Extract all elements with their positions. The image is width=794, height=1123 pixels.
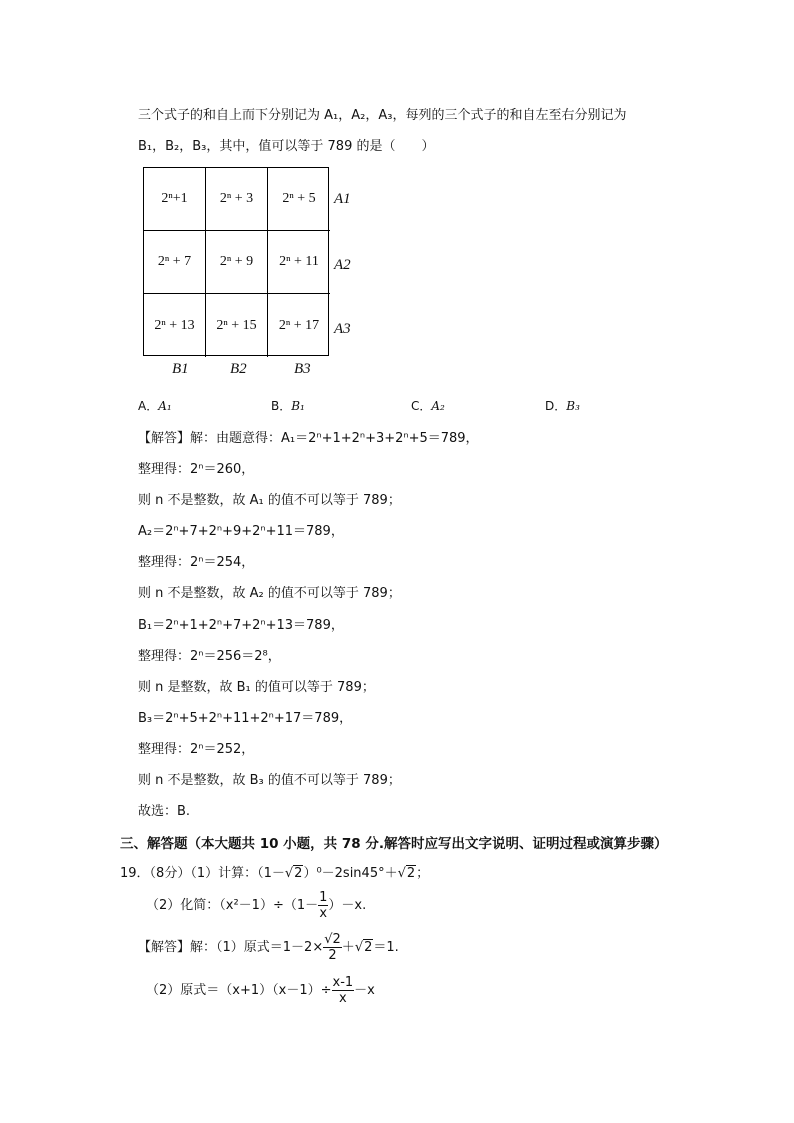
- solution-line-5: 整理得：2ⁿ＝254，: [138, 555, 255, 570]
- col-label-b2: B2: [230, 361, 247, 377]
- solution-line-1: 【解答】解：由题意得：A₁＝2ⁿ+1+2ⁿ+3+2ⁿ+5＝789，: [138, 431, 479, 446]
- option-b-value: B₁: [291, 399, 305, 413]
- section-heading: 三、解答题（本大题共 10 小题，共 78 分.解答时应写出文字说明、证明过程或演算步骤）: [120, 836, 668, 852]
- solution-line-11: 整理得：2ⁿ＝252，: [138, 742, 255, 757]
- sqrt-sign: √2: [284, 866, 303, 881]
- q19-part1: 19．（8分）（1）计算：（1－√2）⁰－2sin45°＋√2；: [120, 866, 430, 881]
- grid-cell-r2c2: 2ⁿ + 9: [206, 231, 268, 294]
- row-label-a2: A2: [334, 257, 351, 273]
- option-a-value: A₁: [158, 399, 172, 413]
- grid-cell-r1c1: 2ⁿ+1: [144, 168, 206, 231]
- option-c: [411, 397, 445, 414]
- question-intro-line1: 三个式子的和自上而下分别记为 A₁，A₂，A₃，每列的三个式子的和自左至右分别记为: [138, 108, 627, 123]
- q19-answer1: 【解答】解：（1）原式＝1－2× $\frac{√2}{2}$ ＋√2＝1.: [138, 932, 399, 963]
- solution-header: 【解答】: [138, 431, 191, 446]
- option-c-letter: C．: [411, 399, 432, 413]
- option-d-value: B₃: [566, 399, 580, 413]
- solution-line-2: 整理得：2ⁿ＝260，: [138, 462, 255, 477]
- solution-line-7: B₁＝2ⁿ+1+2ⁿ+7+2ⁿ+13＝789，: [138, 618, 344, 633]
- q19-part2: （2）化简：（x²－1）÷（1－ $\frac{1}{x}$ ）－x.: [146, 890, 367, 921]
- option-b-letter: B．: [271, 399, 292, 413]
- sqrt-sign: √2: [354, 940, 373, 955]
- expression-grid: [143, 167, 329, 356]
- solution-line-6: 则 n 不是整数，故 A₂ 的值不可以等于 789；: [138, 586, 401, 601]
- option-d: [545, 397, 580, 414]
- question-intro-line2: B₁，B₂，B₃，其中，值可以等于 789 的是（ ）: [138, 139, 435, 154]
- q19-answer2: （2）原式＝（x+1）（x－1）÷ $\frac{x-1}{x}$ －x: [146, 975, 375, 1006]
- col-label-b1: B1: [172, 361, 189, 377]
- grid-cell-r3c3: 2ⁿ + 17: [278, 317, 320, 333]
- col-label-b3: B3: [294, 361, 311, 377]
- option-b: [271, 397, 305, 414]
- grid-cell-r2c3: 2ⁿ + 11: [268, 231, 330, 294]
- row-label-a3: A3: [334, 321, 351, 337]
- fraction: $\frac{x-1}{x}$: [332, 975, 354, 1006]
- solution-line-10: B₃＝2ⁿ+5+2ⁿ+11+2ⁿ+17＝789，: [138, 711, 353, 726]
- row-label-a1: A1: [334, 191, 351, 207]
- grid-cell-r2c1: 2ⁿ + 7: [144, 231, 206, 294]
- option-a: [138, 397, 172, 414]
- solution-line-4: A₂＝2ⁿ+7+2ⁿ+9+2ⁿ+11＝789，: [138, 524, 344, 539]
- solution-line-3: 则 n 不是整数，故 A₁ 的值不可以等于 789；: [138, 493, 401, 508]
- grid-cell-r1c2: 2ⁿ + 3: [206, 168, 268, 231]
- grid-cell-r1c3: 2ⁿ + 5: [268, 168, 330, 231]
- sqrt-sign: √2: [397, 866, 416, 881]
- solution-line-13: 故选：B.: [138, 804, 191, 819]
- solution-line-8: 整理得：2ⁿ＝256＝2⁸，: [138, 649, 281, 664]
- solution-line-12: 则 n 不是整数，故 B₃ 的值不可以等于 789；: [138, 773, 401, 788]
- option-d-letter: D．: [545, 399, 567, 413]
- fraction: $\frac{√2}{2}$: [324, 932, 341, 963]
- option-c-value: A₂: [431, 399, 445, 413]
- solution-line-9: 则 n 是整数，故 B₁ 的值可以等于 789；: [138, 680, 375, 695]
- grid-cell-r3c1: 2ⁿ + 13: [144, 294, 206, 357]
- option-a-letter: A．: [138, 399, 159, 413]
- fraction: $\frac{1}{x}$: [319, 890, 328, 921]
- grid-cell-r3c2: 2ⁿ + 15: [206, 294, 268, 357]
